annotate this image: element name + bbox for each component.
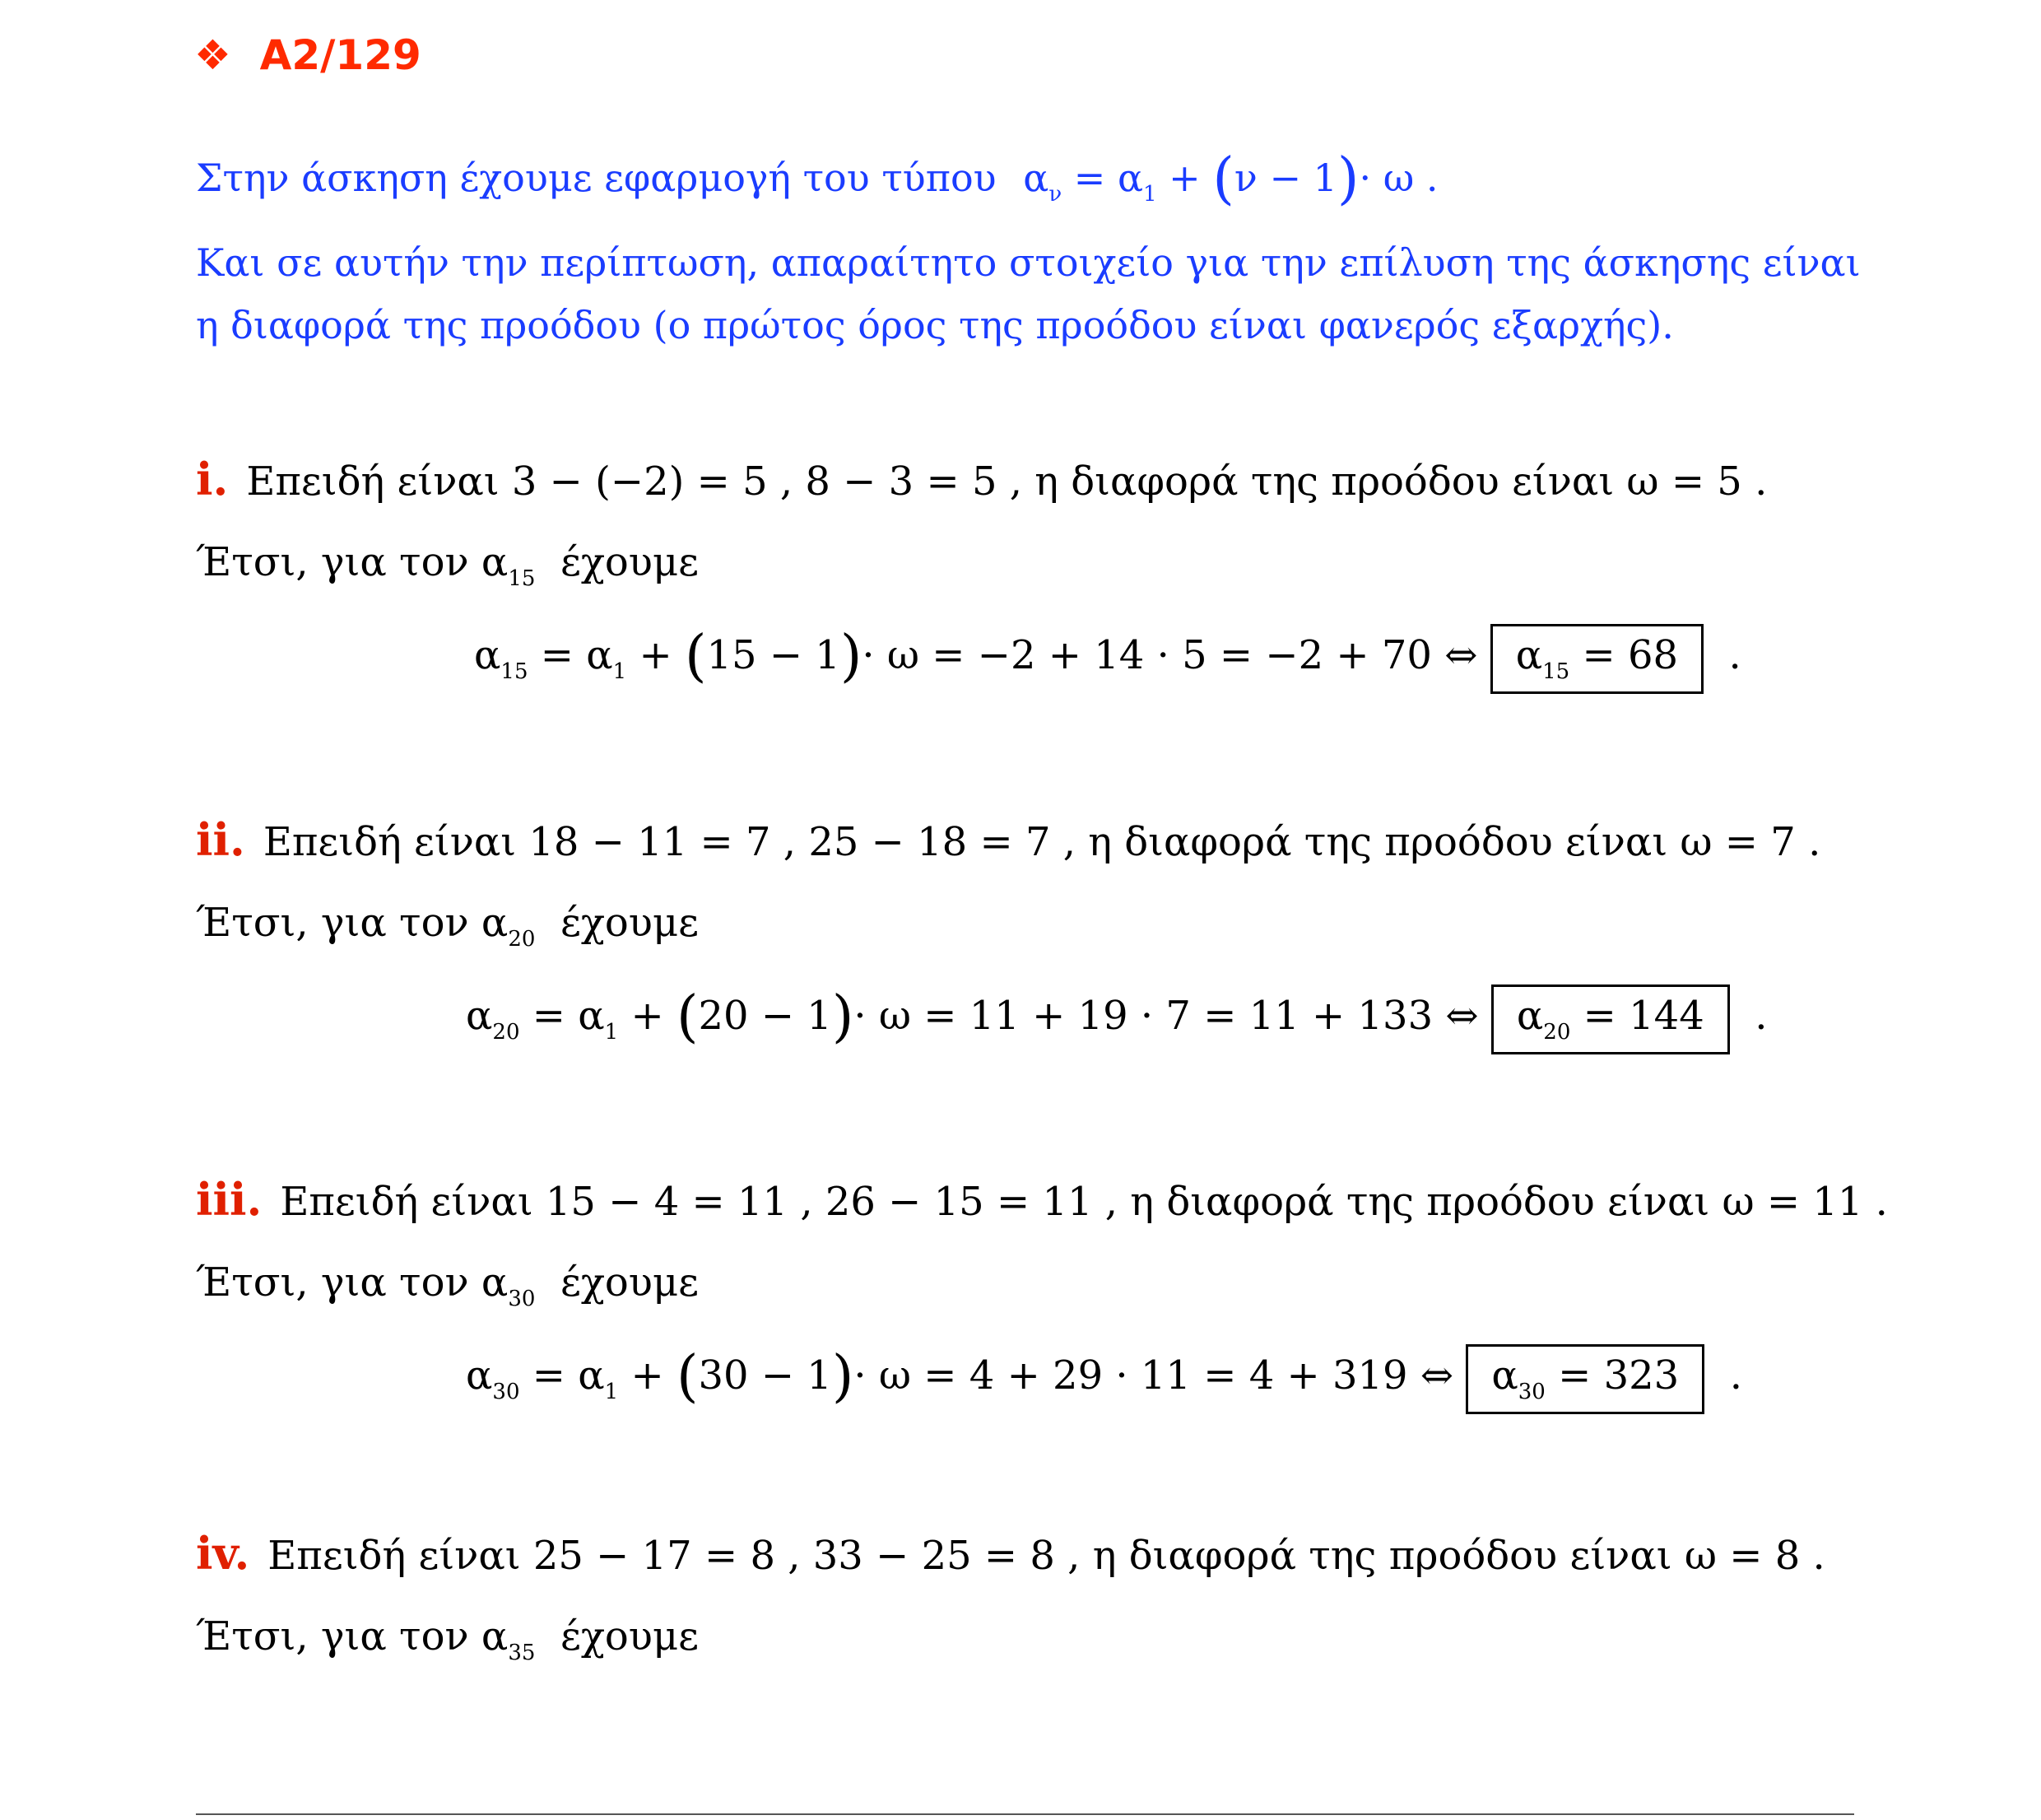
footer-divider [196, 1813, 1854, 1815]
intro-line-3: η διαφορά της προόδου (ο πρώτος όρος της προόδου είναι φανερός εξαρχής). [196, 303, 1674, 347]
item-iii-premise: iii. Επειδή είναι 15 − 4 = 11 , 26 − 15 = 11 , η διαφορά της προόδου είναι ω = 11 . [196, 1173, 1888, 1226]
exercise-title [194, 31, 421, 79]
item-iii-then: Έτσι, για τον $\alpha_{30}$ έχουμε [196, 1259, 700, 1311]
intro-line-2: Και σε αυτήν την περίπτωση, απαραίτητο στοιχείο για την επίλυση της άσκησης είναι [196, 240, 1861, 285]
exercise-title-text: A2/129 [259, 31, 421, 79]
result-box: $\alpha_{15} = 68$ [1490, 624, 1704, 694]
result-box: $\alpha_{20} = 144$ [1491, 984, 1730, 1054]
intro-line-1: Στην άσκηση έχουμε εφαρμογή του τύπου $\alpha_\nu = \alpha_1 + (\nu - 1)\cdot \omega$ . [196, 147, 1439, 212]
item-ii-premise: ii. Επειδή είναι 18 − 11 = 7 , 25 − 18 = 7 , η διαφορά της προόδου είναι ω = 7 . [196, 813, 1821, 866]
item-ii-equation: $\alpha_{20} = \alpha_1 + (20 - 1)\cdot \omega = 11 + 19 \cdot 7 = 11 + 133$ ⇔ $\alpha_{20} = 144$ . [466, 984, 1768, 1054]
item-label: iii. [196, 1173, 263, 1226]
diamond-bullet-icon: ❖ [194, 31, 231, 79]
item-iv-premise: iv. Επειδή είναι 25 − 17 = 8 , 33 − 25 = 8 , η διαφορά της προόδου είναι ω = 8 . [196, 1527, 1825, 1580]
general-term-formula: $\alpha_\nu = \alpha_1 + (\nu - 1)\cdot \omega$ . [1023, 147, 1439, 212]
item-ii-then: Έτσι, για τον $\alpha_{20}$ έχουμε [196, 900, 700, 952]
item-label: ii. [196, 813, 245, 866]
item-label: iv. [196, 1527, 250, 1580]
item-i-equation: $\alpha_{15} = \alpha_1 + (15 - 1)\cdot \omega = -2 + 14 \cdot 5 = -2 + 70$ ⇔ $\alpha_{15} = 68$ . [474, 624, 1741, 694]
item-label: i. [196, 453, 229, 505]
item-iv-then: Έτσι, για τον $\alpha_{35}$ έχουμε [196, 1613, 700, 1665]
item-iii-equation: $\alpha_{30} = \alpha_1 + (30 - 1)\cdot \omega = 4 + 29 \cdot 11 = 4 + 319$ ⇔ $\alpha_{30} = 323$ . [466, 1344, 1742, 1414]
item-i-premise: i. Επειδή είναι 3 − (−2) = 5 , 8 − 3 = 5 , η διαφορά της προόδου είναι ω = 5 . [196, 453, 1768, 505]
result-box: $\alpha_{30} = 323$ [1466, 1344, 1704, 1414]
item-i-then: Έτσι, για τον $\alpha_{15}$ έχουμε [196, 539, 700, 591]
